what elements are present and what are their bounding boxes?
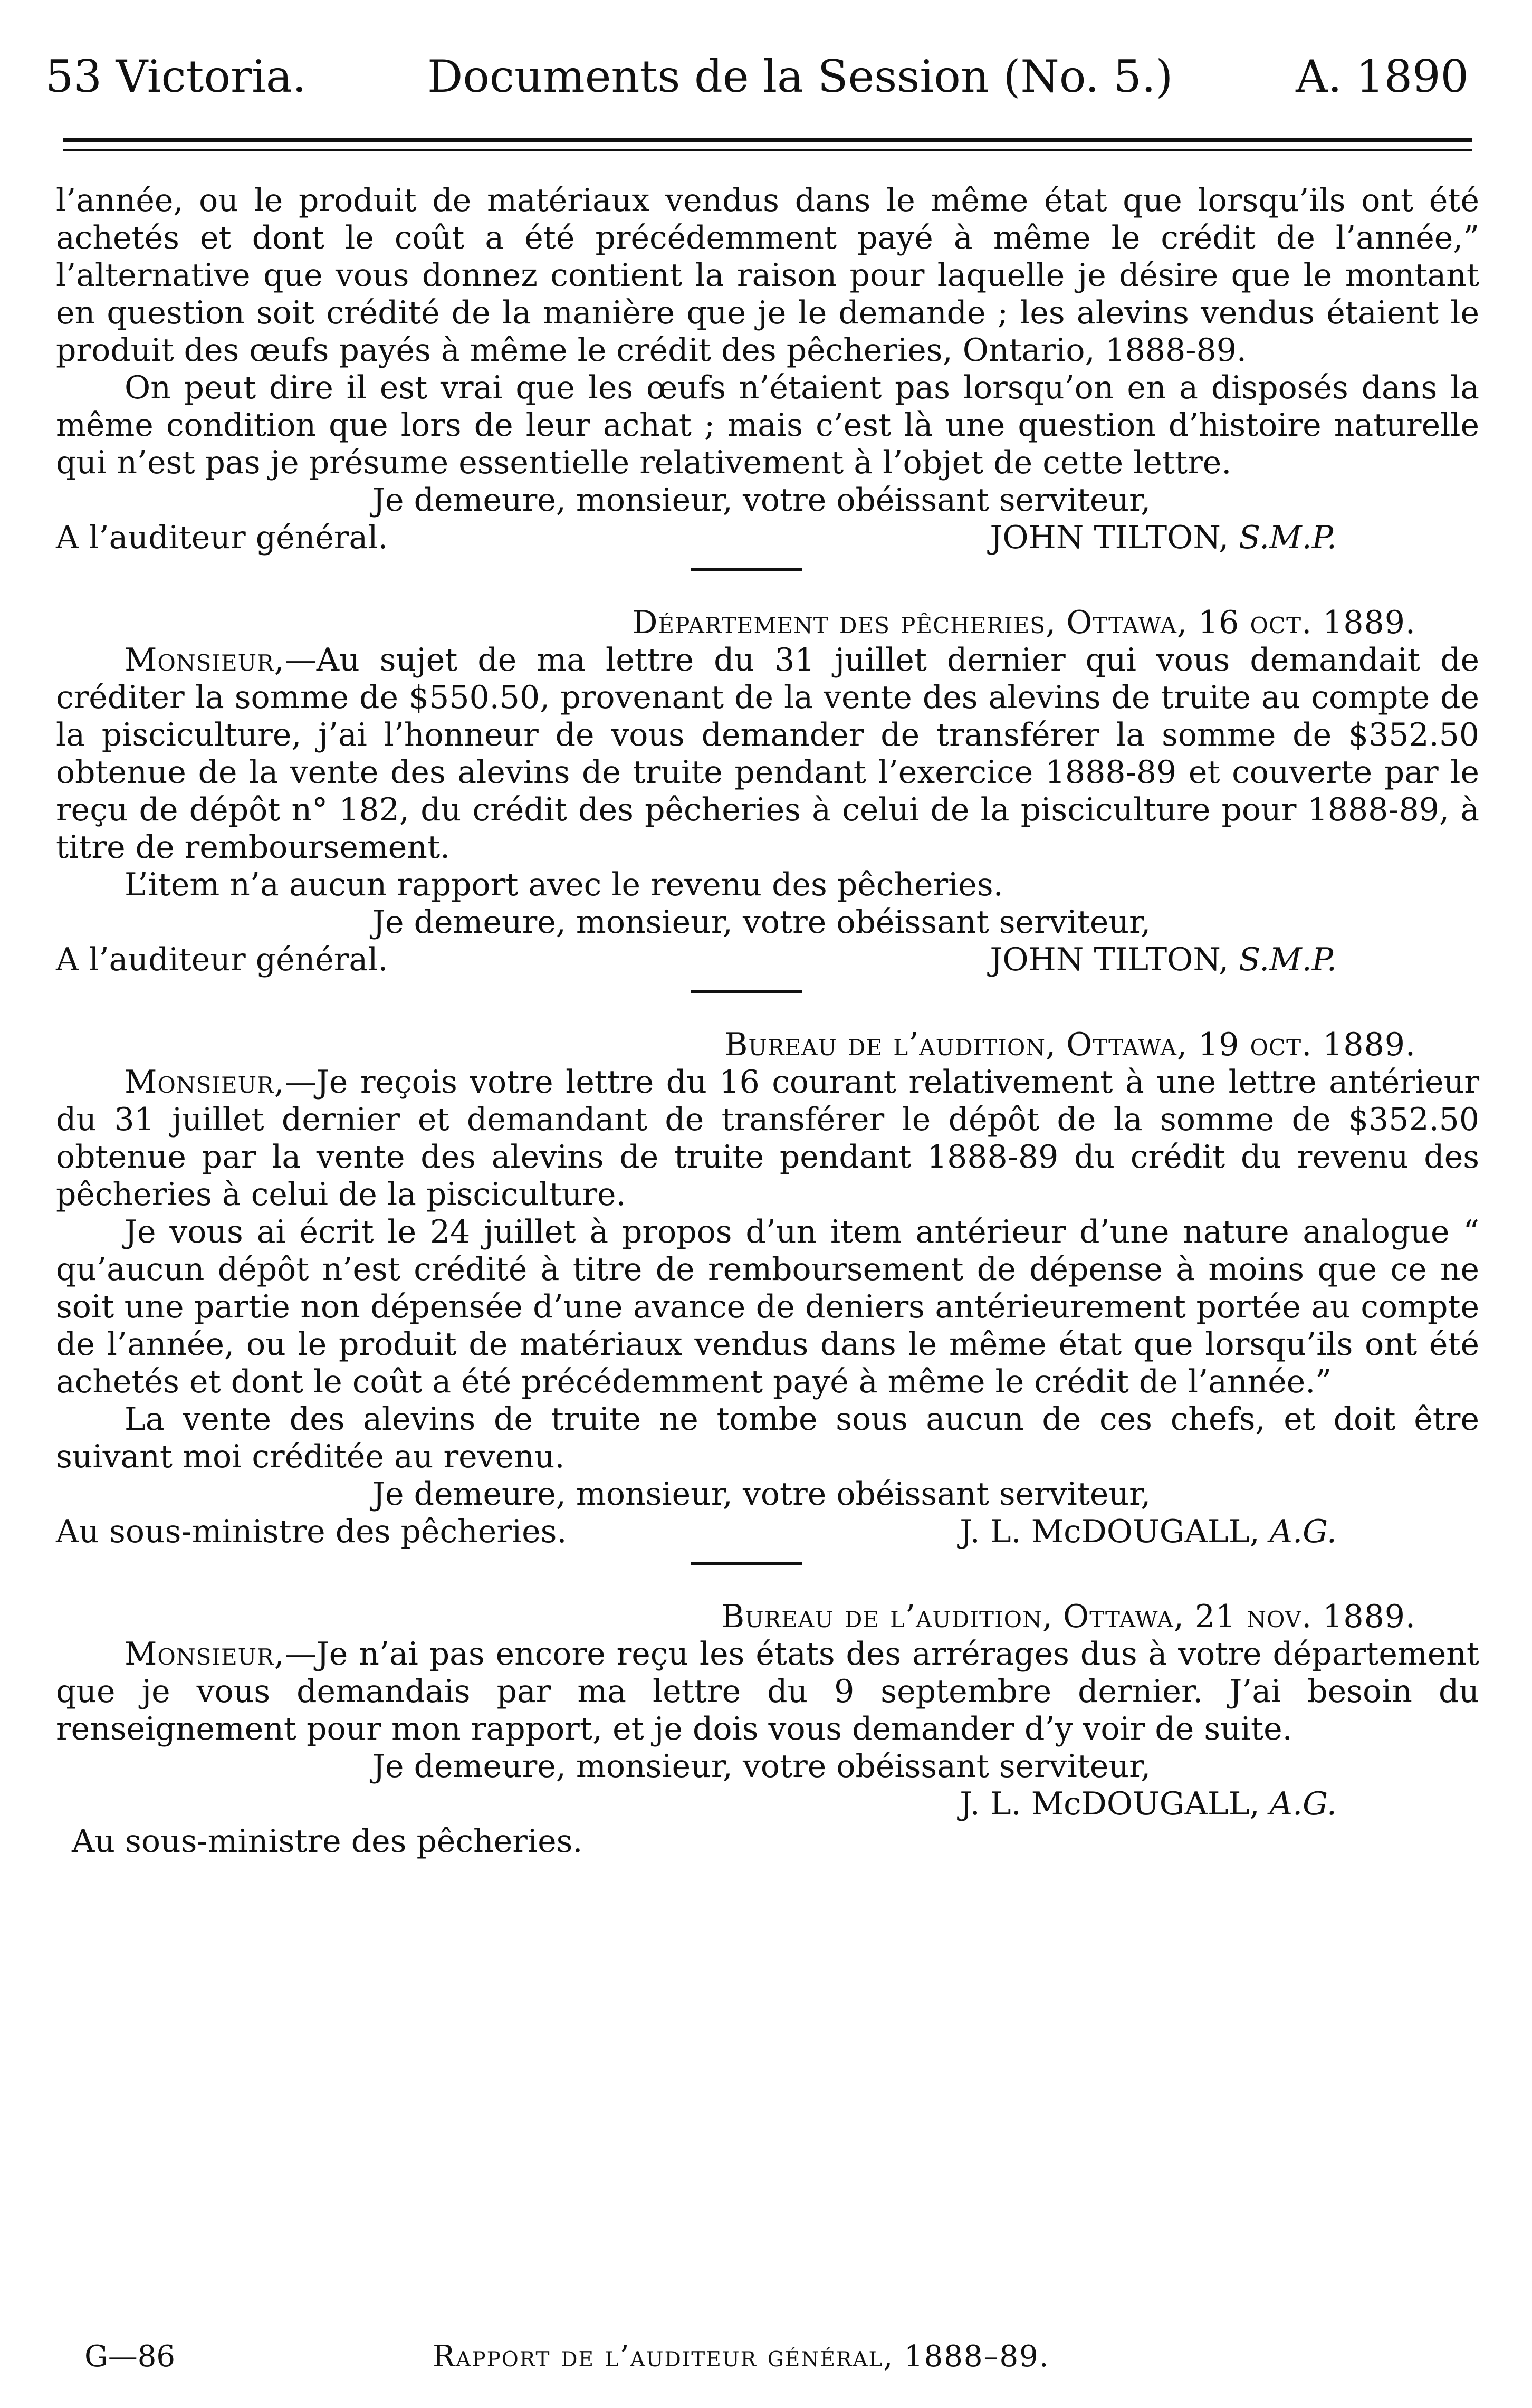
letter-4-signature bbox=[56, 1785, 1479, 1823]
letter-1-signature-title: S.M.P. bbox=[1239, 519, 1337, 556]
letter-2-dateline-place-date: Ottawa, 16 oct. 1889. bbox=[1066, 604, 1416, 641]
letter-3-paragraph-1-text: —Je reçois votre lettre du 16 courant relativement à une lettre antérieur du 31 juillet dernier et demandant de transférer le dépôt de la somme de $352.50 obtenue par la vente des alevins de truite pendant 1888-89 du crédit du revenu des pêcheries à celui de la pisciculture. bbox=[56, 1064, 1479, 1213]
header-rule-thick bbox=[63, 138, 1472, 142]
letter-2-paragraph-1 bbox=[56, 642, 1479, 866]
letter-2-signature-name: JOHN TILTON, bbox=[990, 941, 1229, 978]
letter-2-addressee: A l’auditeur général. bbox=[56, 941, 388, 978]
letters-body bbox=[56, 182, 1479, 1860]
letter-4-dateline bbox=[56, 1598, 1479, 1636]
letter-2-paragraph-1-text: —Au sujet de ma lettre du 31 juillet dernier qui vous demandait de créditer la somme de $550.50, provenant de la vente des alevins de truite au compte de la pisciculture, j’ai l’honneur de vous demander de transférer la somme de $352.50 obtenue de la vente des alevins de truite pendant l’exercice 1888-89 et couverte par le reçu de dépôt n° 182, du crédit des pêcheries à celui de la pisciculture pour 1888-89, à titre de remboursement. bbox=[56, 642, 1479, 866]
letter-1-addressee: A l’auditeur général. bbox=[56, 519, 388, 556]
letter-2-dateline-office: Département des pêcheries, bbox=[632, 604, 1057, 641]
letter-3-paragraph-2: Je vous ai écrit le 24 juillet à propos d’un item antérieur d’une nature analogue “ qu’aucun dépôt n’est crédité à titre de remboursement de dépense à moins que ce ne soit une partie non dépensée d’une avance de deniers antérieurement portée au compte de l’année, ou le produit de matériaux vendus dans le même état que lorsqu’ils ont été achetés et dont le coût a été précédemment payé à même le crédit de l’année.” bbox=[56, 1213, 1479, 1400]
letter-4-salutation: Monsieur, bbox=[125, 1636, 285, 1673]
letter-3-addressee: Au sous-ministre des pêcheries. bbox=[56, 1513, 567, 1550]
letter-4-addressee: Au sous-ministre des pêcheries. bbox=[72, 1823, 583, 1860]
letter-4-paragraph-1-text: —Je n’ai pas encore reçu les états des arrérages dus à votre département que je vous demandais par ma lettre du 9 septembre dernier. J’ai besoin du renseignement pour mon rapport, et je dois vous demander d’y voir de suite. bbox=[56, 1636, 1479, 1747]
letter-4-signature-name: J. L. McDOUGALL, bbox=[960, 1785, 1260, 1822]
letter-1-closing: Je demeure, monsieur, votre obéissant serviteur, bbox=[372, 482, 1151, 519]
letter-3-dateline-office: Bureau de l’audition, bbox=[724, 1026, 1057, 1063]
letter-3-paragraph-3: La vente des alevins de truite ne tombe sous aucun de ces chefs, et doit être suivant moi créditée au revenu. bbox=[56, 1401, 1479, 1475]
letter-4-paragraph-1 bbox=[56, 1636, 1479, 1748]
letter-2-salutation: Monsieur, bbox=[125, 642, 285, 679]
header-rule-thin bbox=[63, 149, 1472, 151]
letter-3-dateline-place-date: Ottawa, 19 oct. 1889. bbox=[1066, 1026, 1416, 1063]
letter-1-signature-row bbox=[56, 519, 1479, 557]
letter-4-signature-title: A.G. bbox=[1269, 1785, 1337, 1822]
letter-4-closing: Je demeure, monsieur, votre obéissant serviteur, bbox=[372, 1748, 1151, 1785]
letter-1 bbox=[56, 182, 1479, 571]
letter-divider bbox=[691, 1562, 802, 1565]
letter-divider bbox=[691, 568, 802, 571]
header-session-year: 53 Victoria. bbox=[45, 51, 307, 102]
letter-3-signature-title: A.G. bbox=[1269, 1513, 1337, 1550]
header-document-title: Documents de la Session (No. 5.) bbox=[427, 51, 1173, 102]
letter-divider bbox=[691, 990, 802, 993]
letter-2-signature-title: S.M.P. bbox=[1239, 941, 1337, 978]
letter-2-closing: Je demeure, monsieur, votre obéissant serviteur, bbox=[372, 904, 1151, 941]
footer-report-title bbox=[433, 2338, 1050, 2375]
letter-4-dateline-office: Bureau de l’audition, bbox=[721, 1598, 1053, 1635]
letter-2 bbox=[56, 604, 1479, 993]
header-year: A. 1890 bbox=[1296, 51, 1469, 102]
footer-report-title-text: Rapport de l’auditeur général, 1888–89. bbox=[433, 2339, 1050, 2374]
letter-3-signature bbox=[960, 1513, 1479, 1551]
letter-3-paragraph-1 bbox=[56, 1064, 1479, 1213]
letter-1-signature-name: JOHN TILTON, bbox=[990, 519, 1229, 556]
letter-2-signature-row bbox=[56, 941, 1479, 979]
letter-3-salutation: Monsieur, bbox=[125, 1064, 285, 1101]
footer-page-number: G—86 bbox=[84, 2339, 175, 2374]
letter-3-closing: Je demeure, monsieur, votre obéissant serviteur, bbox=[372, 1476, 1151, 1513]
letter-2-paragraph-2: L’item n’a aucun rapport avec le revenu des pêcheries. bbox=[125, 866, 1003, 903]
letter-1-paragraph-2: On peut dire il est vrai que les œufs n’étaient pas lorsqu’on en a disposés dans la même condition que lors de leur achat ; mais c’est là une question d’histoire naturelle qui n’est pas je présume essentielle relativement à l’objet de cette lettre. bbox=[56, 369, 1479, 481]
letter-1-signature bbox=[990, 519, 1479, 557]
letter-3-signature-row bbox=[56, 1513, 1479, 1551]
letter-3-signature-name: J. L. McDOUGALL, bbox=[960, 1513, 1260, 1550]
letter-3-dateline bbox=[56, 1026, 1479, 1064]
letter-4 bbox=[56, 1598, 1479, 1860]
letter-2-signature bbox=[990, 941, 1479, 979]
letter-4-dateline-place-date: Ottawa, 21 nov. 1889. bbox=[1063, 1598, 1416, 1635]
letter-3 bbox=[56, 1026, 1479, 1565]
letter-2-dateline bbox=[56, 604, 1479, 642]
letter-1-paragraph-1: l’année, ou le produit de matériaux vendus dans le même état que lorsqu’ils ont été achetés et dont le coût a été précédemment payé à même le crédit de l’année,” l’alternative que vous donnez contient la raison pour laquelle je désire que le montant en question soit crédité de la manière que je le demande ; les alevins vendus étaient le produit des œufs payés à même le crédit des pêcheries, Ontario, 1888-89. bbox=[56, 182, 1479, 369]
